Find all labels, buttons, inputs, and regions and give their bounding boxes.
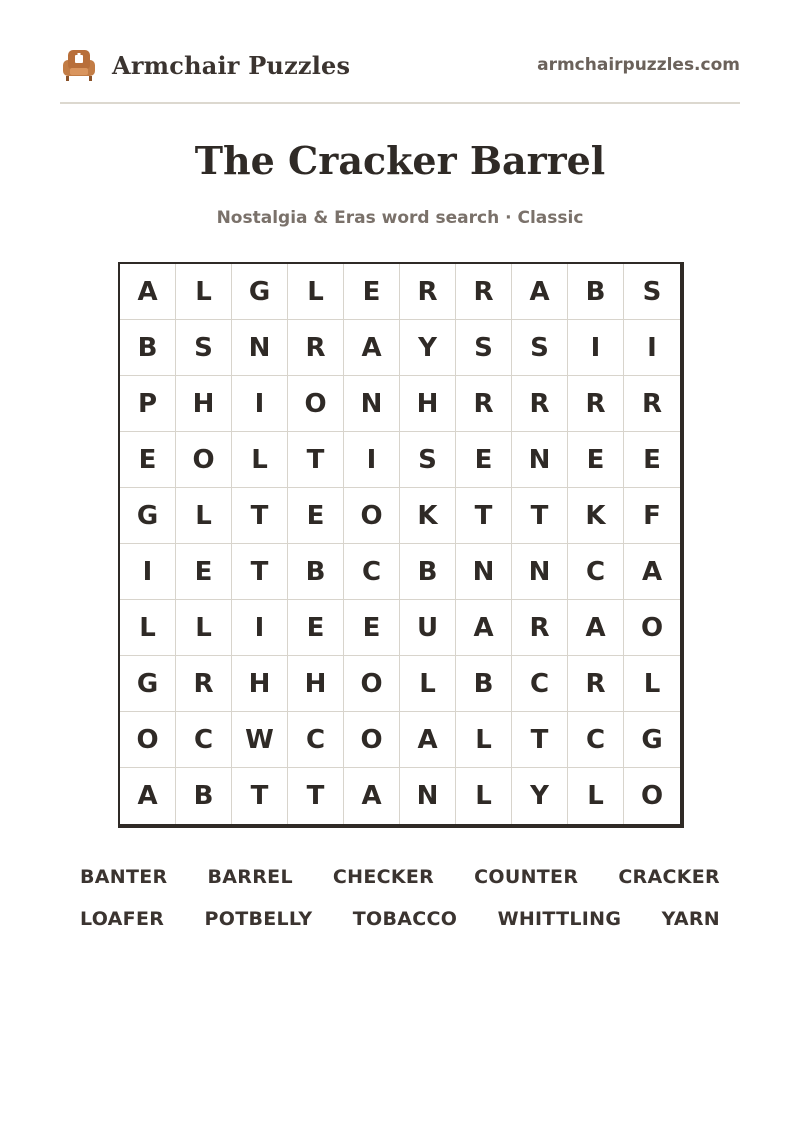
grid-cell[interactable]: E <box>456 432 512 488</box>
word-list-item: WHITTLING <box>497 908 622 930</box>
page-header <box>60 44 740 86</box>
word-list-row <box>80 898 720 940</box>
puzzle-subtitle: Nostalgia & Eras word search · Classic <box>216 208 584 228</box>
grid-cell[interactable]: C <box>512 656 568 712</box>
grid-cell[interactable]: L <box>176 264 232 320</box>
site-url-link[interactable]: armchairpuzzles.com <box>537 55 740 75</box>
grid-cell[interactable]: O <box>624 600 680 656</box>
grid-cell[interactable]: L <box>288 264 344 320</box>
header-divider <box>60 102 740 104</box>
grid-cell[interactable]: O <box>120 712 176 768</box>
grid-cell[interactable]: I <box>120 544 176 600</box>
grid-cell[interactable]: B <box>400 544 456 600</box>
grid-cell[interactable]: C <box>176 712 232 768</box>
word-list-item: YARN <box>661 908 720 930</box>
grid-cell[interactable]: I <box>344 432 400 488</box>
grid-cell[interactable]: K <box>568 488 624 544</box>
grid-cell[interactable]: R <box>288 320 344 376</box>
word-list <box>80 856 720 940</box>
grid-cell[interactable]: H <box>176 376 232 432</box>
puzzle-title: The Cracker Barrel <box>194 138 606 183</box>
grid-cell[interactable]: O <box>344 656 400 712</box>
grid-cell[interactable]: T <box>512 712 568 768</box>
grid-cell[interactable]: K <box>400 488 456 544</box>
grid-cell[interactable]: A <box>512 264 568 320</box>
grid-cell[interactable]: O <box>344 488 400 544</box>
grid-cell[interactable]: L <box>568 768 624 824</box>
grid-cell[interactable]: T <box>456 488 512 544</box>
grid-cell[interactable]: I <box>568 320 624 376</box>
grid-cell[interactable]: B <box>176 768 232 824</box>
grid-cell[interactable]: H <box>400 376 456 432</box>
grid-cell[interactable]: T <box>288 432 344 488</box>
grid-cell[interactable]: A <box>120 768 176 824</box>
word-list-row <box>80 856 720 898</box>
grid-cell[interactable]: R <box>456 264 512 320</box>
grid-cell[interactable]: A <box>456 600 512 656</box>
grid-cell[interactable]: C <box>568 712 624 768</box>
grid-cell[interactable]: T <box>512 488 568 544</box>
grid-cell[interactable]: G <box>120 488 176 544</box>
grid-cell[interactable]: R <box>512 376 568 432</box>
grid-cell[interactable]: Y <box>512 768 568 824</box>
grid-cell[interactable]: O <box>176 432 232 488</box>
grid-cell[interactable]: N <box>512 544 568 600</box>
grid-cell[interactable]: L <box>400 656 456 712</box>
grid-cell[interactable]: B <box>568 264 624 320</box>
grid-cell[interactable]: L <box>120 600 176 656</box>
word-list-item: COUNTER <box>474 866 579 888</box>
grid-cell[interactable]: E <box>344 264 400 320</box>
grid-cell[interactable]: C <box>344 544 400 600</box>
grid-cell[interactable]: T <box>232 488 288 544</box>
grid-cell[interactable]: S <box>400 432 456 488</box>
word-search-grid <box>118 262 684 828</box>
brand[interactable] <box>60 46 350 84</box>
grid-cell[interactable]: E <box>120 432 176 488</box>
grid-cell[interactable]: O <box>344 712 400 768</box>
grid-cell[interactable]: I <box>232 600 288 656</box>
grid-cell[interactable]: L <box>176 600 232 656</box>
armchair-icon <box>60 46 98 84</box>
grid-cell[interactable]: T <box>232 768 288 824</box>
grid-cell[interactable]: W <box>232 712 288 768</box>
grid-cell[interactable]: I <box>232 376 288 432</box>
grid-cell[interactable]: A <box>568 600 624 656</box>
grid-cell[interactable]: E <box>624 432 680 488</box>
grid-cell[interactable]: B <box>120 320 176 376</box>
grid-cell[interactable]: A <box>400 712 456 768</box>
grid-cell[interactable]: C <box>568 544 624 600</box>
word-list-item: BANTER <box>80 866 168 888</box>
word-list-item: BARREL <box>207 866 293 888</box>
grid-cell[interactable]: R <box>568 376 624 432</box>
grid-cell[interactable]: Y <box>400 320 456 376</box>
grid-cell[interactable]: L <box>456 712 512 768</box>
grid-cell[interactable]: A <box>624 544 680 600</box>
grid-cell[interactable]: E <box>176 544 232 600</box>
grid-cell[interactable]: E <box>288 600 344 656</box>
grid-cell[interactable]: B <box>288 544 344 600</box>
grid-cell[interactable]: R <box>400 264 456 320</box>
grid-cell[interactable]: T <box>232 544 288 600</box>
grid-cell[interactable]: N <box>344 376 400 432</box>
grid-cell[interactable]: A <box>120 264 176 320</box>
grid-cell[interactable]: L <box>176 488 232 544</box>
grid-cell[interactable]: P <box>120 376 176 432</box>
word-list-item: POTBELLY <box>204 908 313 930</box>
grid-cell[interactable]: N <box>400 768 456 824</box>
grid-cell[interactable]: L <box>624 656 680 712</box>
grid-cell[interactable]: H <box>288 656 344 712</box>
grid-cell[interactable]: G <box>624 712 680 768</box>
grid-cell[interactable]: R <box>512 600 568 656</box>
grid-cell[interactable]: O <box>288 376 344 432</box>
word-list-item: CHECKER <box>332 866 435 888</box>
word-list-item: LOAFER <box>80 908 165 930</box>
grid-cell[interactable]: G <box>232 264 288 320</box>
grid-cell[interactable]: F <box>624 488 680 544</box>
grid-cell[interactable]: I <box>624 320 680 376</box>
grid-cell[interactable]: R <box>456 376 512 432</box>
grid-cell[interactable]: T <box>288 768 344 824</box>
word-list-item: CRACKER <box>618 866 720 888</box>
grid-cell[interactable]: L <box>232 432 288 488</box>
grid-cell[interactable]: O <box>640 781 664 811</box>
grid-cell[interactable]: S <box>456 320 512 376</box>
grid-cell[interactable]: N <box>512 432 568 488</box>
grid-cell[interactable]: R <box>624 376 680 432</box>
grid-cell[interactable]: L <box>456 768 512 824</box>
grid-cell[interactable]: S <box>512 320 568 376</box>
grid-cell[interactable]: E <box>288 488 344 544</box>
grid-cell[interactable]: H <box>232 656 288 712</box>
grid-cell[interactable]: S <box>176 320 232 376</box>
grid-cell[interactable]: G <box>120 656 176 712</box>
grid-cell[interactable]: U <box>400 600 456 656</box>
grid-cell[interactable]: E <box>344 600 400 656</box>
grid-cell[interactable]: R <box>176 656 232 712</box>
grid-cell[interactable]: A <box>344 320 400 376</box>
grid-cell[interactable]: C <box>288 712 344 768</box>
grid-cell[interactable]: A <box>344 768 400 824</box>
grid-cell[interactable]: E <box>568 432 624 488</box>
grid-cell[interactable]: S <box>624 264 680 320</box>
word-list-item: TOBACCO <box>352 908 458 930</box>
brand-name: Armchair Puzzles <box>112 50 351 80</box>
grid-cell[interactable]: N <box>232 320 288 376</box>
grid-cell[interactable]: B <box>456 656 512 712</box>
grid-cell[interactable]: R <box>568 656 624 712</box>
grid-cell[interactable]: N <box>456 544 512 600</box>
